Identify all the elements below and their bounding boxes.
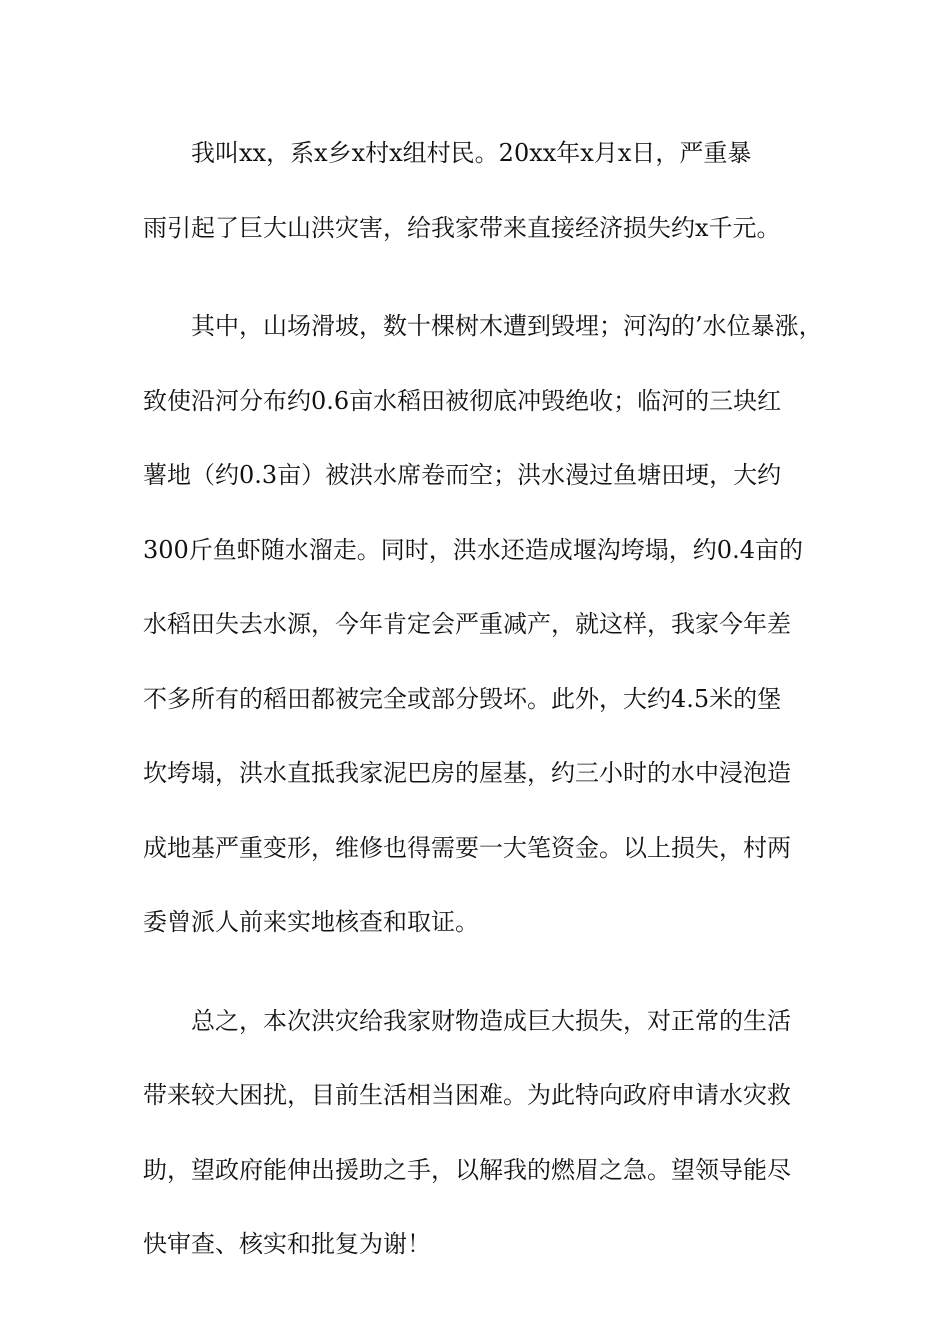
- paragraph-line: 水稻田失去水源，今年肯定会严重减产，就这样，我家今年差: [143, 610, 791, 638]
- paragraph-line: 雨引起了巨大山洪灾害，给我家带来直接经济损失约x千元。: [143, 213, 781, 242]
- paragraph-line: 不多所有的稻田都被完全或部分毁坏。此外，大约4.5米的堡: [143, 684, 782, 713]
- paragraph-loss-summary: [143, 128, 823, 277]
- paragraph-line: 助，望政府能伸出援助之手，以解我的燃眉之急。望领导能尽: [143, 1155, 791, 1184]
- paragraph-line: 300斤鱼虾随水溜走。同时，洪水还造成堰沟垮塌，约0.4亩的: [143, 535, 803, 564]
- paragraph-line: 总之，本次洪灾给我家财物造成巨大损失，对正常的生活: [191, 1006, 791, 1035]
- letter-body: [143, 128, 823, 1318]
- paragraph-line: 薯地（约0.3亩）被洪水席卷而空；洪水漫过鱼塘田埂，大约: [143, 461, 782, 489]
- paragraph-line: 成地基严重变形，维修也得需要一大笔资金。以上损失，村两: [143, 833, 791, 862]
- paragraph-line: 坎垮塌，洪水直抵我家泥巴房的屋基，约三小时的水中浸泡造: [143, 759, 791, 787]
- paragraph-line: 带来较大困扰，目前生活相当困难。为此特向政府申请水灾救: [143, 1081, 791, 1109]
- paragraph-line: 快审查、核实和批复为谢！: [143, 1230, 431, 1258]
- paragraph-loss-details: [143, 301, 823, 972]
- paragraph-line: 致使沿河分布约0.6亩水稻田被彻底冲毁绝收；临河的三块红: [143, 386, 782, 415]
- paragraph-line: 委曾派人前来实地核查和取证。: [143, 908, 479, 936]
- paragraph-line: 我叫xx，系x乡x村x组村民。20xx年x月x日，严重暴: [191, 139, 752, 167]
- paragraph-request: [143, 996, 823, 1294]
- paragraph-line: 其中，山场滑坡，数十棵树木遭到毁埋；河沟的’水位暴涨，: [191, 312, 823, 340]
